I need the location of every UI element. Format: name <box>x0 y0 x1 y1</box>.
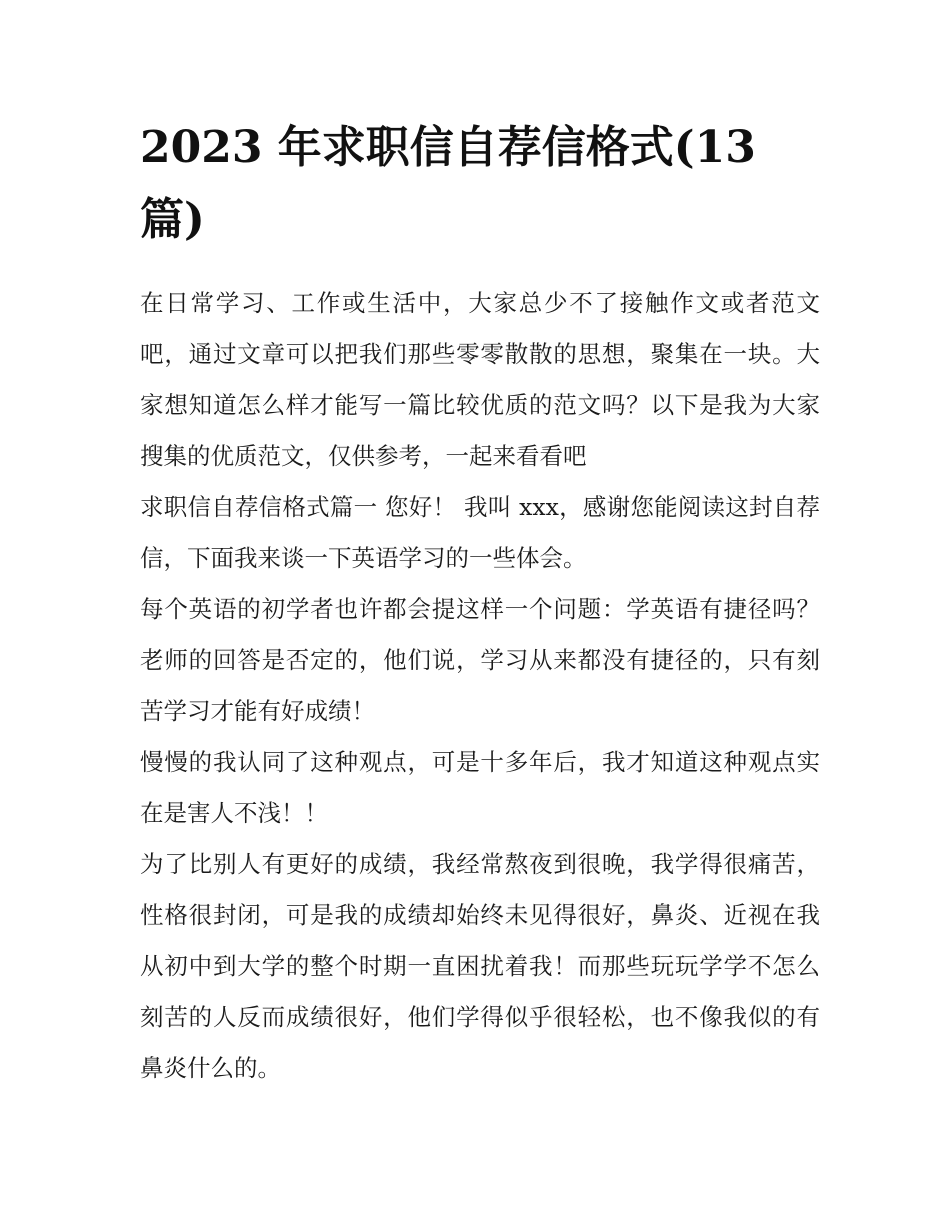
paragraph-opinion: 慢慢的我认同了这种观点，可是十多年后，我才知道这种观点实在是害人不浅！！ <box>140 748 820 827</box>
paragraph-greeting: 求职信自荐信格式篇一 您好！ 我叫 xxx，感谢您能阅读这封自荐信，下面我来谈一下英语学习的一些体会。 <box>140 493 820 572</box>
document-content <box>140 112 820 1094</box>
paragraph-experience: 为了比别人有更好的成绩，我经常熬夜到很晚，我学得很痛苦，性格很封闭，可是我的成绩却始终未见得很好，鼻炎、近视在我从初中到大学的整个时期一直困扰着我！而那些玩玩学学不怎么刻苦的人反而成绩很好，他们学得似乎很轻松，也不像我似的有鼻炎什么的。 <box>140 850 820 1082</box>
document-title: 2023 年求职信自荐信格式(13 篇) <box>140 122 756 245</box>
paragraph-question: 每个英语的初学者也许都会提这样一个问题：学英语有捷径吗？老师的回答是否定的，他们说，学习从来都没有捷径的，只有刻苦学习才能有好成绩！ <box>140 595 820 725</box>
paragraph-intro: 在日常学习、工作或生活中，大家总少不了接触作文或者范文吧，通过文章可以把我们那些零零散散的思想，聚集在一块。大家想知道怎么样才能写一篇比较优质的范文吗？以下是我为大家搜集的优质范文，仅供参考，一起来看看吧 <box>140 289 820 470</box>
